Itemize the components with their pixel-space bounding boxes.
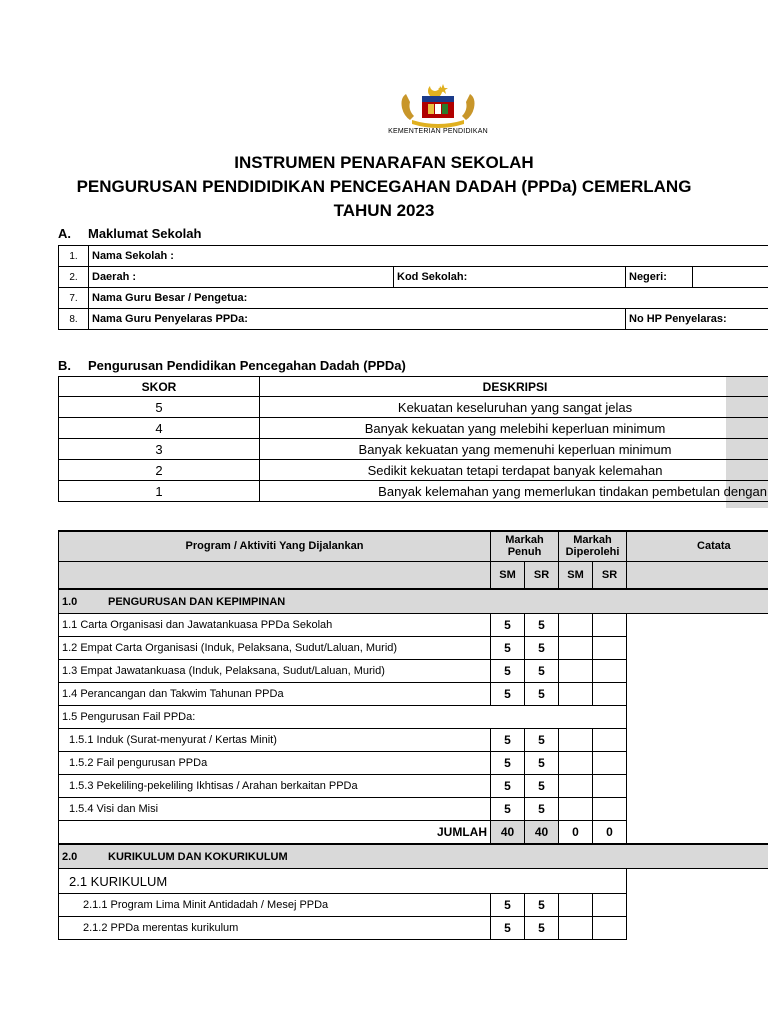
section-b-title: Pengurusan Pendidikan Pencegahan Dadah (PPDa) xyxy=(88,358,406,373)
row-number: 7. xyxy=(59,288,89,309)
table-row xyxy=(59,917,768,940)
table-row xyxy=(59,706,768,729)
row-number: 2. xyxy=(59,267,89,288)
deskripsi-cell: Banyak kekuatan yang melebihi keperluan minimum xyxy=(260,418,768,439)
blank-cell xyxy=(627,683,768,706)
table-row xyxy=(59,894,768,917)
sm-score-input[interactable] xyxy=(559,614,593,637)
sr-value: 5 xyxy=(525,894,559,917)
program-header: Program / Aktiviti Yang Dijalankan xyxy=(59,531,491,561)
score-description-table xyxy=(58,376,768,502)
table-row xyxy=(59,869,768,894)
section-title: PENGURUSAN DAN KEPIMPINAN xyxy=(108,595,286,608)
skor-header: SKOR xyxy=(59,377,260,397)
coat-of-arms-icon xyxy=(348,80,528,128)
school-info-row xyxy=(59,246,768,267)
skor-cell: 4 xyxy=(59,418,260,439)
item-label: 1.5.3 Pekeliling-pekeliling Ikhtisas / Arahan berkaitan PPDa xyxy=(59,775,491,798)
sm-header: SM xyxy=(559,561,593,589)
item-label: 1.1 Carta Organisasi dan Jawatankuasa PPDa Sekolah xyxy=(59,614,491,637)
markah-penuh-header: Markah Penuh xyxy=(491,531,559,561)
item-label: 1.5.1 Induk (Surat-menyurat / Kertas Minit) xyxy=(59,729,491,752)
sm-score-input[interactable] xyxy=(559,775,593,798)
skor-cell: 2 xyxy=(59,460,260,481)
sr-header: SR xyxy=(593,561,627,589)
sr-score-input[interactable] xyxy=(593,614,627,637)
deskripsi-cell: Banyak kelemahan yang memerlukan tindakan pembetulan dengan xyxy=(260,481,768,502)
section-row xyxy=(59,844,768,869)
sr-header: SR xyxy=(525,561,559,589)
deskripsi-cell: Kekuatan keseluruhan yang sangat jelas xyxy=(260,397,768,418)
section-number: 2.0 xyxy=(62,850,78,863)
sr-value: 5 xyxy=(525,798,559,821)
blank-cell xyxy=(627,637,768,660)
sm-value: 5 xyxy=(491,637,525,660)
skor-cell: 5 xyxy=(59,397,260,418)
item-label: 1.3 Empat Jawatankuasa (Induk, Pelaksana, Sudut/Laluan, Murid) xyxy=(59,660,491,683)
ministry-logo xyxy=(348,80,528,142)
jumlah-label: JUMLAH xyxy=(59,821,491,845)
blank-cell xyxy=(627,869,768,894)
coordinator-name-field[interactable]: Nama Guru Penyelaras PPDa: xyxy=(89,309,626,330)
section-b-letter: B. xyxy=(58,358,71,373)
table-row xyxy=(59,637,768,660)
sr-score-input[interactable] xyxy=(593,729,627,752)
blank-cell xyxy=(627,706,768,729)
sm-score-input[interactable] xyxy=(559,798,593,821)
empty-header-cell xyxy=(627,561,768,589)
school-name-field[interactable]: Nama Sekolah : xyxy=(89,246,768,267)
sm-value: 5 xyxy=(491,775,525,798)
state-field[interactable] xyxy=(693,267,768,288)
table-row xyxy=(59,683,768,706)
sr-total: 40 xyxy=(525,821,559,845)
sr-score-input[interactable] xyxy=(593,798,627,821)
empty-header-cell xyxy=(59,561,491,589)
table-subheader xyxy=(59,561,768,589)
skor-cell: 3 xyxy=(59,439,260,460)
blank-cell xyxy=(627,821,768,845)
table-row xyxy=(59,729,768,752)
sm-score-input[interactable] xyxy=(559,752,593,775)
school-info-row xyxy=(59,288,768,309)
sr-score-input[interactable] xyxy=(593,894,627,917)
sm-value: 5 xyxy=(491,917,525,940)
item-label: 1.4 Perancangan dan Takwim Tahunan PPDa xyxy=(59,683,491,706)
table-row xyxy=(59,418,768,439)
sr-score-input[interactable] xyxy=(593,637,627,660)
sr-value: 5 xyxy=(525,775,559,798)
sm-score-input[interactable] xyxy=(559,683,593,706)
sr-score-input[interactable] xyxy=(593,660,627,683)
table-row xyxy=(59,775,768,798)
blank-cell xyxy=(627,894,768,917)
sm-score-input[interactable] xyxy=(559,637,593,660)
jumlah-row xyxy=(59,821,768,845)
principal-name-field[interactable]: Nama Guru Besar / Pengetua: xyxy=(89,288,768,309)
section-1-title xyxy=(59,589,768,614)
deskripsi-header: DESKRIPSI xyxy=(260,377,768,397)
table-row xyxy=(59,752,768,775)
sm-value: 5 xyxy=(491,729,525,752)
table-row xyxy=(59,660,768,683)
item-label: 1.5.4 Visi dan Misi xyxy=(59,798,491,821)
table-header xyxy=(59,531,768,561)
sr-value: 5 xyxy=(525,729,559,752)
sr-value: 5 xyxy=(525,660,559,683)
sr-score-input[interactable] xyxy=(593,917,627,940)
sr-value: 5 xyxy=(525,614,559,637)
logo-caption: KEMENTERIAN PENDIDIKAN xyxy=(388,128,488,135)
sm-score-input[interactable] xyxy=(559,917,593,940)
row-number: 1. xyxy=(59,246,89,267)
blank-cell xyxy=(627,614,768,637)
district-field[interactable]: Daerah : xyxy=(89,267,394,288)
program-table xyxy=(58,530,768,940)
school-info-row xyxy=(59,309,768,330)
sr-obtained-total: 0 xyxy=(593,821,627,845)
item-label: 2.1.2 PPDa merentas kurikulum xyxy=(59,917,491,940)
sm-value: 5 xyxy=(491,752,525,775)
subsection-label: 2.1 KURIKULUM xyxy=(59,869,627,894)
section-number: 1.0 xyxy=(62,595,78,608)
section-a-letter: A. xyxy=(58,226,71,241)
table-row xyxy=(59,397,768,418)
section-row xyxy=(59,589,768,614)
title-line-2: PENGURUSAN PENDIDIDIKAN PENCEGAHAN DADAH (PPDa) CEMERLANG xyxy=(76,177,692,196)
sm-value: 5 xyxy=(491,683,525,706)
blank-cell xyxy=(627,729,768,752)
sm-value: 5 xyxy=(491,660,525,683)
sm-score-input[interactable] xyxy=(559,660,593,683)
coordinator-phone-field[interactable]: No HP Penyelaras: xyxy=(626,309,768,330)
sm-value: 5 xyxy=(491,798,525,821)
section-a-heading xyxy=(58,226,201,241)
sr-value: 5 xyxy=(525,683,559,706)
markah-diperolehi-header: Markah Diperolehi xyxy=(559,531,627,561)
state-label: Negeri: xyxy=(626,267,693,288)
sm-value: 5 xyxy=(491,614,525,637)
sm-obtained-total: 0 xyxy=(559,821,593,845)
table-row xyxy=(59,614,768,637)
table-row xyxy=(59,439,768,460)
sr-value: 5 xyxy=(525,752,559,775)
item-label: 1.2 Empat Carta Organisasi (Induk, Pelaksana, Sudut/Laluan, Murid) xyxy=(59,637,491,660)
section-2-title xyxy=(59,844,768,869)
blank-cell xyxy=(627,752,768,775)
table-row xyxy=(59,460,768,481)
school-info-row xyxy=(59,267,768,288)
row-number: 8. xyxy=(59,309,89,330)
deskripsi-cell: Banyak kekuatan yang memenuhi keperluan minimum xyxy=(260,439,768,460)
title-line-1: INSTRUMEN PENARAFAN SEKOLAH xyxy=(234,153,534,172)
item-label: 1.5.2 Fail pengurusan PPDa xyxy=(59,752,491,775)
skor-cell: 1 xyxy=(59,481,260,502)
title-line-3: TAHUN 2023 xyxy=(333,201,435,220)
item-label: 2.1.1 Program Lima Minit Antidadah / Mesej PPDa xyxy=(59,894,491,917)
sr-value: 5 xyxy=(525,637,559,660)
sm-score-input[interactable] xyxy=(559,729,593,752)
section-b-heading xyxy=(58,358,406,373)
blank-cell xyxy=(627,775,768,798)
school-code-field[interactable]: Kod Sekolah: xyxy=(394,267,626,288)
sm-header: SM xyxy=(491,561,525,589)
sr-score-input[interactable] xyxy=(593,752,627,775)
sm-total: 40 xyxy=(491,821,525,845)
school-info-table xyxy=(58,245,768,330)
sr-score-input[interactable] xyxy=(593,683,627,706)
table-row xyxy=(59,481,768,502)
sm-value: 5 xyxy=(491,894,525,917)
sr-value: 5 xyxy=(525,917,559,940)
table-header xyxy=(59,377,768,397)
sr-score-input[interactable] xyxy=(593,775,627,798)
deskripsi-cell: Sedikit kekuatan tetapi terdapat banyak kelemahan xyxy=(260,460,768,481)
catatan-header: Catata xyxy=(627,531,768,561)
blank-cell xyxy=(627,660,768,683)
section-a-title: Maklumat Sekolah xyxy=(88,226,202,241)
blank-cell xyxy=(627,798,768,821)
item-label: 1.5 Pengurusan Fail PPDa: xyxy=(59,706,627,729)
sm-score-input[interactable] xyxy=(559,894,593,917)
section-title: KURIKULUM DAN KOKURIKULUM xyxy=(108,850,288,863)
table-row xyxy=(59,798,768,821)
blank-cell xyxy=(627,917,768,940)
